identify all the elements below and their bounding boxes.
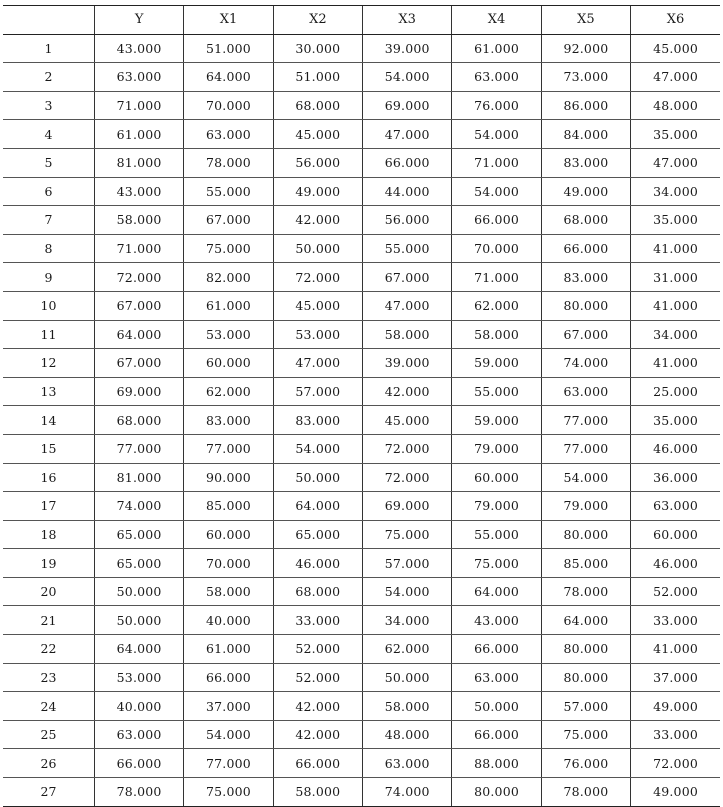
table-row <box>3 63 720 92</box>
row-index-cell: 9 <box>3 263 94 292</box>
table-cell: 66.000 <box>452 206 541 235</box>
table-cell: 54.000 <box>273 434 362 463</box>
table-cell: 83.000 <box>273 406 362 435</box>
table-cell: 67.000 <box>184 206 273 235</box>
table-cell: 42.000 <box>273 206 362 235</box>
table-cell: 71.000 <box>452 263 541 292</box>
table-cell: 39.000 <box>363 34 452 63</box>
row-index-cell: 24 <box>3 692 94 721</box>
table-cell: 86.000 <box>541 91 630 120</box>
row-index-cell: 23 <box>3 663 94 692</box>
row-index-cell: 19 <box>3 549 94 578</box>
table-cell: 64.000 <box>94 320 183 349</box>
table-row <box>3 520 720 549</box>
table-cell: 50.000 <box>94 577 183 606</box>
table-cell: 54.000 <box>363 577 452 606</box>
table-row <box>3 577 720 606</box>
table-row <box>3 463 720 492</box>
table-cell: 67.000 <box>363 263 452 292</box>
table-cell: 81.000 <box>94 148 183 177</box>
table-cell: 43.000 <box>94 34 183 63</box>
table-cell: 50.000 <box>94 606 183 635</box>
row-index-cell: 8 <box>3 234 94 263</box>
table-cell: 83.000 <box>541 148 630 177</box>
table-cell: 31.000 <box>631 263 720 292</box>
table-cell: 40.000 <box>184 606 273 635</box>
data-table <box>3 5 720 807</box>
table-cell: 74.000 <box>94 492 183 521</box>
table-cell: 54.000 <box>541 463 630 492</box>
table-cell: 41.000 <box>631 234 720 263</box>
table-cell: 77.000 <box>94 434 183 463</box>
table-cell: 34.000 <box>631 320 720 349</box>
row-index-cell: 5 <box>3 148 94 177</box>
row-index-cell: 3 <box>3 91 94 120</box>
table-cell: 63.000 <box>452 663 541 692</box>
table-row <box>3 720 720 749</box>
table-cell: 75.000 <box>452 549 541 578</box>
table-cell: 68.000 <box>541 206 630 235</box>
table-cell: 41.000 <box>631 349 720 378</box>
table-cell: 68.000 <box>273 577 362 606</box>
table-cell: 74.000 <box>541 349 630 378</box>
row-index-cell: 16 <box>3 463 94 492</box>
table-cell: 25.000 <box>631 377 720 406</box>
table-cell: 66.000 <box>363 148 452 177</box>
table-cell: 68.000 <box>273 91 362 120</box>
row-index-cell: 22 <box>3 635 94 664</box>
table-cell: 54.000 <box>184 720 273 749</box>
header-cell-x6: X6 <box>631 6 720 35</box>
table-cell: 71.000 <box>452 148 541 177</box>
table-cell: 77.000 <box>184 749 273 778</box>
row-index-cell: 11 <box>3 320 94 349</box>
table-row <box>3 434 720 463</box>
row-index-cell: 20 <box>3 577 94 606</box>
row-index-cell: 15 <box>3 434 94 463</box>
table-row <box>3 177 720 206</box>
table-cell: 55.000 <box>184 177 273 206</box>
table-cell: 45.000 <box>363 406 452 435</box>
table-cell: 49.000 <box>631 692 720 721</box>
table-cell: 68.000 <box>94 406 183 435</box>
table-cell: 69.000 <box>363 492 452 521</box>
table-cell: 76.000 <box>541 749 630 778</box>
header-cell-x3: X3 <box>363 6 452 35</box>
table-cell: 72.000 <box>363 434 452 463</box>
table-cell: 39.000 <box>363 349 452 378</box>
table-cell: 56.000 <box>363 206 452 235</box>
table-cell: 69.000 <box>363 91 452 120</box>
table-cell: 64.000 <box>541 606 630 635</box>
table-cell: 80.000 <box>541 635 630 664</box>
table-cell: 62.000 <box>363 635 452 664</box>
table-cell: 30.000 <box>273 34 362 63</box>
table-cell: 57.000 <box>541 692 630 721</box>
table-cell: 80.000 <box>541 663 630 692</box>
table-cell: 71.000 <box>94 91 183 120</box>
row-index-cell: 27 <box>3 778 94 807</box>
header-cell-x2: X2 <box>273 6 362 35</box>
table-cell: 58.000 <box>273 778 362 807</box>
table-cell: 63.000 <box>94 720 183 749</box>
row-index-cell: 10 <box>3 291 94 320</box>
row-index-cell: 7 <box>3 206 94 235</box>
row-index-cell: 12 <box>3 349 94 378</box>
table-row <box>3 663 720 692</box>
table-cell: 75.000 <box>184 778 273 807</box>
table-cell: 55.000 <box>452 520 541 549</box>
table-cell: 60.000 <box>184 349 273 378</box>
table-cell: 48.000 <box>631 91 720 120</box>
table-cell: 63.000 <box>363 749 452 778</box>
table-cell: 75.000 <box>363 520 452 549</box>
table-cell: 33.000 <box>631 720 720 749</box>
table-cell: 35.000 <box>631 406 720 435</box>
row-index-cell: 13 <box>3 377 94 406</box>
table-cell: 66.000 <box>94 749 183 778</box>
table-cell: 88.000 <box>452 749 541 778</box>
table-cell: 64.000 <box>184 63 273 92</box>
table-cell: 79.000 <box>452 492 541 521</box>
table-cell: 57.000 <box>363 549 452 578</box>
table-cell: 70.000 <box>184 91 273 120</box>
table-cell: 78.000 <box>94 778 183 807</box>
row-index-cell: 21 <box>3 606 94 635</box>
table-cell: 46.000 <box>273 549 362 578</box>
table-cell: 80.000 <box>541 291 630 320</box>
table-cell: 43.000 <box>94 177 183 206</box>
table-cell: 35.000 <box>631 206 720 235</box>
table-row <box>3 549 720 578</box>
table-cell: 76.000 <box>452 91 541 120</box>
table-cell: 61.000 <box>452 34 541 63</box>
table-cell: 43.000 <box>452 606 541 635</box>
table-cell: 75.000 <box>184 234 273 263</box>
table-cell: 47.000 <box>363 291 452 320</box>
table-cell: 42.000 <box>273 720 362 749</box>
table-cell: 67.000 <box>94 349 183 378</box>
table-cell: 47.000 <box>273 349 362 378</box>
table-cell: 50.000 <box>452 692 541 721</box>
table-cell: 49.000 <box>631 778 720 807</box>
row-index-cell: 14 <box>3 406 94 435</box>
table-row <box>3 206 720 235</box>
table-cell: 64.000 <box>94 635 183 664</box>
row-index-cell: 6 <box>3 177 94 206</box>
table-cell: 33.000 <box>631 606 720 635</box>
table-cell: 40.000 <box>94 692 183 721</box>
table-cell: 52.000 <box>273 663 362 692</box>
table-cell: 50.000 <box>273 463 362 492</box>
table-cell: 53.000 <box>184 320 273 349</box>
table-row <box>3 291 720 320</box>
table-cell: 36.000 <box>631 463 720 492</box>
table-cell: 59.000 <box>452 349 541 378</box>
table-cell: 79.000 <box>452 434 541 463</box>
table-cell: 71.000 <box>94 234 183 263</box>
table-cell: 62.000 <box>452 291 541 320</box>
table-cell: 63.000 <box>94 63 183 92</box>
table-cell: 48.000 <box>363 720 452 749</box>
table-cell: 64.000 <box>452 577 541 606</box>
table-cell: 64.000 <box>273 492 362 521</box>
table-cell: 50.000 <box>273 234 362 263</box>
table-cell: 55.000 <box>363 234 452 263</box>
table-cell: 58.000 <box>94 206 183 235</box>
table-header-row <box>3 6 720 35</box>
table-cell: 79.000 <box>541 492 630 521</box>
table-cell: 85.000 <box>184 492 273 521</box>
table-row <box>3 234 720 263</box>
table-cell: 78.000 <box>541 577 630 606</box>
table-row <box>3 349 720 378</box>
table-cell: 66.000 <box>273 749 362 778</box>
table-cell: 53.000 <box>94 663 183 692</box>
table-cell: 54.000 <box>452 177 541 206</box>
table-cell: 49.000 <box>541 177 630 206</box>
table-cell: 45.000 <box>273 291 362 320</box>
table-cell: 80.000 <box>541 520 630 549</box>
table-cell: 82.000 <box>184 263 273 292</box>
table-cell: 34.000 <box>631 177 720 206</box>
table-cell: 46.000 <box>631 549 720 578</box>
table-cell: 63.000 <box>541 377 630 406</box>
table-cell: 35.000 <box>631 120 720 149</box>
table-cell: 60.000 <box>631 520 720 549</box>
table-cell: 52.000 <box>631 577 720 606</box>
header-cell-x1: X1 <box>184 6 273 35</box>
table-cell: 65.000 <box>94 549 183 578</box>
table-cell: 42.000 <box>363 377 452 406</box>
table-cell: 58.000 <box>184 577 273 606</box>
table-cell: 63.000 <box>452 63 541 92</box>
table-cell: 84.000 <box>541 120 630 149</box>
table-cell: 47.000 <box>631 148 720 177</box>
table-cell: 65.000 <box>273 520 362 549</box>
table-cell: 58.000 <box>363 692 452 721</box>
table-cell: 59.000 <box>452 406 541 435</box>
row-index-cell: 26 <box>3 749 94 778</box>
table-cell: 37.000 <box>631 663 720 692</box>
table-row <box>3 120 720 149</box>
table-row <box>3 692 720 721</box>
table-cell: 54.000 <box>452 120 541 149</box>
table-cell: 51.000 <box>184 34 273 63</box>
table-cell: 41.000 <box>631 635 720 664</box>
table-cell: 81.000 <box>94 463 183 492</box>
row-index-cell: 2 <box>3 63 94 92</box>
header-cell-x5: X5 <box>541 6 630 35</box>
table-cell: 41.000 <box>631 291 720 320</box>
table-row <box>3 34 720 63</box>
table-cell: 77.000 <box>541 406 630 435</box>
table-cell: 51.000 <box>273 63 362 92</box>
table-cell: 69.000 <box>94 377 183 406</box>
table-cell: 55.000 <box>452 377 541 406</box>
table-cell: 61.000 <box>184 291 273 320</box>
table-cell: 58.000 <box>363 320 452 349</box>
table-cell: 66.000 <box>541 234 630 263</box>
table-cell: 77.000 <box>541 434 630 463</box>
table-row <box>3 749 720 778</box>
table-row <box>3 377 720 406</box>
table-cell: 60.000 <box>184 520 273 549</box>
table-row <box>3 263 720 292</box>
table-cell: 66.000 <box>184 663 273 692</box>
table-cell: 85.000 <box>541 549 630 578</box>
table-cell: 47.000 <box>631 63 720 92</box>
table-cell: 67.000 <box>94 291 183 320</box>
table-cell: 49.000 <box>273 177 362 206</box>
table-cell: 67.000 <box>541 320 630 349</box>
table-cell: 62.000 <box>184 377 273 406</box>
table-cell: 50.000 <box>363 663 452 692</box>
table-cell: 52.000 <box>273 635 362 664</box>
table-row <box>3 406 720 435</box>
table-cell: 78.000 <box>541 778 630 807</box>
table-cell: 66.000 <box>452 720 541 749</box>
table-cell: 53.000 <box>273 320 362 349</box>
table-row <box>3 148 720 177</box>
header-cell-y: Y <box>94 6 183 35</box>
table-cell: 70.000 <box>452 234 541 263</box>
table-cell: 92.000 <box>541 34 630 63</box>
data-table-container <box>3 5 720 807</box>
table-cell: 46.000 <box>631 434 720 463</box>
table-cell: 73.000 <box>541 63 630 92</box>
table-cell: 75.000 <box>541 720 630 749</box>
header-cell-x4: X4 <box>452 6 541 35</box>
table-cell: 74.000 <box>363 778 452 807</box>
table-cell: 78.000 <box>184 148 273 177</box>
table-cell: 80.000 <box>452 778 541 807</box>
row-index-cell: 18 <box>3 520 94 549</box>
row-index-cell: 4 <box>3 120 94 149</box>
table-cell: 83.000 <box>184 406 273 435</box>
table-cell: 63.000 <box>184 120 273 149</box>
table-row <box>3 606 720 635</box>
table-cell: 42.000 <box>273 692 362 721</box>
table-cell: 90.000 <box>184 463 273 492</box>
row-index-cell: 1 <box>3 34 94 63</box>
table-cell: 61.000 <box>94 120 183 149</box>
table-cell: 72.000 <box>363 463 452 492</box>
table-cell: 47.000 <box>363 120 452 149</box>
table-row <box>3 635 720 664</box>
table-cell: 63.000 <box>631 492 720 521</box>
table-cell: 72.000 <box>94 263 183 292</box>
table-cell: 72.000 <box>631 749 720 778</box>
table-cell: 61.000 <box>184 635 273 664</box>
table-row <box>3 778 720 807</box>
table-cell: 37.000 <box>184 692 273 721</box>
table-cell: 65.000 <box>94 520 183 549</box>
table-cell: 34.000 <box>363 606 452 635</box>
row-index-cell: 17 <box>3 492 94 521</box>
table-cell: 44.000 <box>363 177 452 206</box>
table-row <box>3 320 720 349</box>
table-cell: 83.000 <box>541 263 630 292</box>
table-cell: 70.000 <box>184 549 273 578</box>
table-row <box>3 492 720 521</box>
table-cell: 45.000 <box>273 120 362 149</box>
table-cell: 58.000 <box>452 320 541 349</box>
table-row <box>3 91 720 120</box>
table-cell: 33.000 <box>273 606 362 635</box>
table-cell: 56.000 <box>273 148 362 177</box>
table-cell: 72.000 <box>273 263 362 292</box>
table-cell: 57.000 <box>273 377 362 406</box>
table-cell: 54.000 <box>363 63 452 92</box>
table-cell: 60.000 <box>452 463 541 492</box>
table-cell: 77.000 <box>184 434 273 463</box>
table-body <box>3 34 720 806</box>
header-cell-index <box>3 6 94 35</box>
row-index-cell: 25 <box>3 720 94 749</box>
table-cell: 45.000 <box>631 34 720 63</box>
table-cell: 66.000 <box>452 635 541 664</box>
